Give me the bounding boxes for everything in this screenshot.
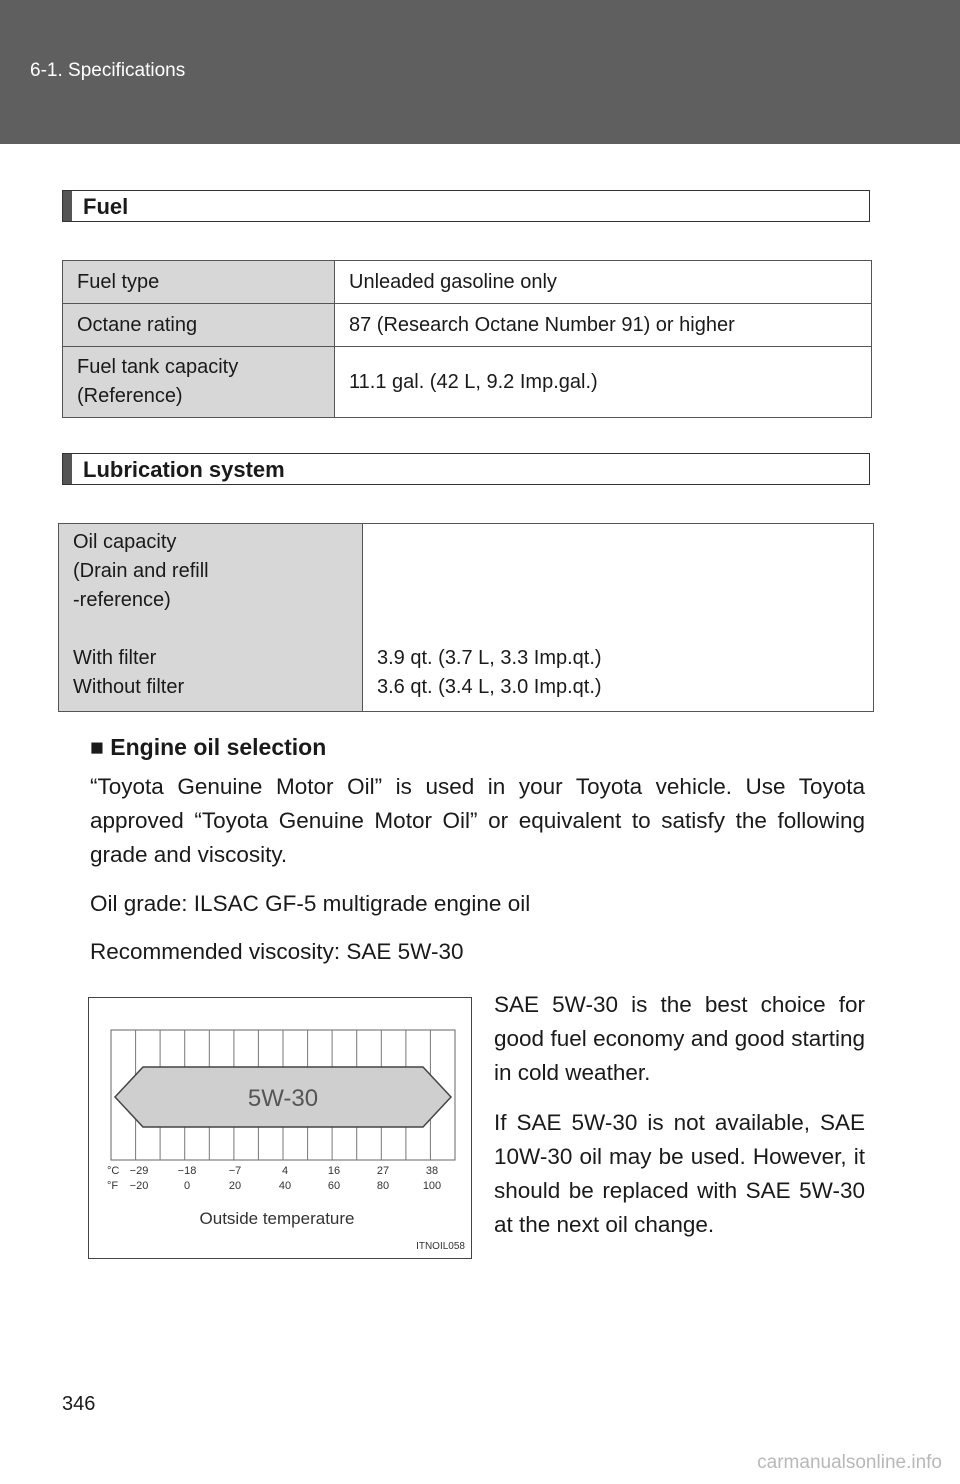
fuel-title: Fuel (83, 194, 129, 219)
lubrication-title: Lubrication system (83, 457, 285, 482)
viscosity-chart-svg (89, 998, 471, 1258)
table-row (63, 347, 872, 418)
fahrenheit-tick: 0 (183, 1180, 191, 1192)
fuel-section-heading (62, 190, 870, 222)
alternative-paragraph: If SAE 5W-30 is not available, SAE 10W-30 oil may be used. However, it should be replaced with SAE 5W-30 at the next oil change. (494, 1110, 865, 1237)
table-row (63, 304, 872, 347)
celsius-tick: 27 (376, 1165, 390, 1177)
oil-capacity-label: Oil capacity (Drain and refill -reference) With filter Without filter (59, 524, 363, 712)
fuel-type-value: Unleaded gasoline only (335, 261, 872, 304)
oil-grade: Oil grade: ILSAC GF-5 multigrade engine oil (90, 891, 531, 916)
page-header (0, 0, 960, 144)
heading-marker (63, 454, 72, 484)
lubrication-table (58, 523, 874, 712)
intro-paragraph: “Toyota Genuine Motor Oil” is used in your Toyota vehicle. Use Toyota approved “Toyota Genuine Motor Oil” or equivalent to satisfy the following grade and viscosity. (90, 774, 865, 867)
octane-label: Octane rating (63, 304, 335, 347)
figure-caption: Outside temperature (199, 1209, 355, 1228)
celsius-tick: 16 (327, 1165, 341, 1177)
celsius-tick: 38 (425, 1165, 439, 1177)
section-title: 6-1. Specifications (30, 60, 186, 81)
viscosity-chart (88, 997, 472, 1259)
tank-capacity-label: Fuel tank capacity (Reference) (63, 347, 335, 418)
table-row (59, 524, 874, 712)
fuel-table (62, 260, 872, 418)
page-number: 346 (62, 1393, 96, 1415)
fahrenheit-tick: 20 (228, 1180, 242, 1192)
engine-oil-heading: ■ Engine oil selection (90, 734, 327, 760)
recommended-viscosity: Recommended viscosity: SAE 5W-30 (90, 939, 464, 964)
celsius-tick: −18 (177, 1165, 197, 1177)
table-row (63, 261, 872, 304)
watermark: carmanualsonline.info (757, 1452, 942, 1473)
heading-marker (63, 191, 72, 221)
celsius-tick: −7 (228, 1165, 242, 1177)
celsius-tick: 4 (281, 1165, 289, 1177)
fahrenheit-tick: −20 (129, 1180, 149, 1192)
oil-capacity-value: 3.9 qt. (3.7 L, 3.3 Imp.qt.) 3.6 qt. (3.4 L, 3.0 Imp.qt.) (363, 524, 874, 712)
fahrenheit-tick: 40 (278, 1180, 292, 1192)
lubrication-section-heading (62, 453, 870, 485)
octane-value: 87 (Research Octane Number 91) or higher (335, 304, 872, 347)
celsius-tick: −29 (129, 1165, 149, 1177)
celsius-unit: °C (107, 1165, 120, 1177)
best-choice-paragraph: SAE 5W-30 is the best choice for good fuel economy and good starting in cold weather. (494, 992, 865, 1085)
fahrenheit-tick: 100 (422, 1180, 442, 1192)
tank-capacity-value: 11.1 gal. (42 L, 9.2 Imp.gal.) (335, 347, 872, 418)
viscosity-band-label: 5W-30 (247, 1085, 319, 1112)
fahrenheit-tick: 80 (376, 1180, 390, 1192)
fahrenheit-unit: °F (107, 1180, 119, 1192)
fahrenheit-tick: 60 (327, 1180, 341, 1192)
fuel-type-label: Fuel type (63, 261, 335, 304)
figure-code: ITNOIL058 (416, 1241, 465, 1252)
